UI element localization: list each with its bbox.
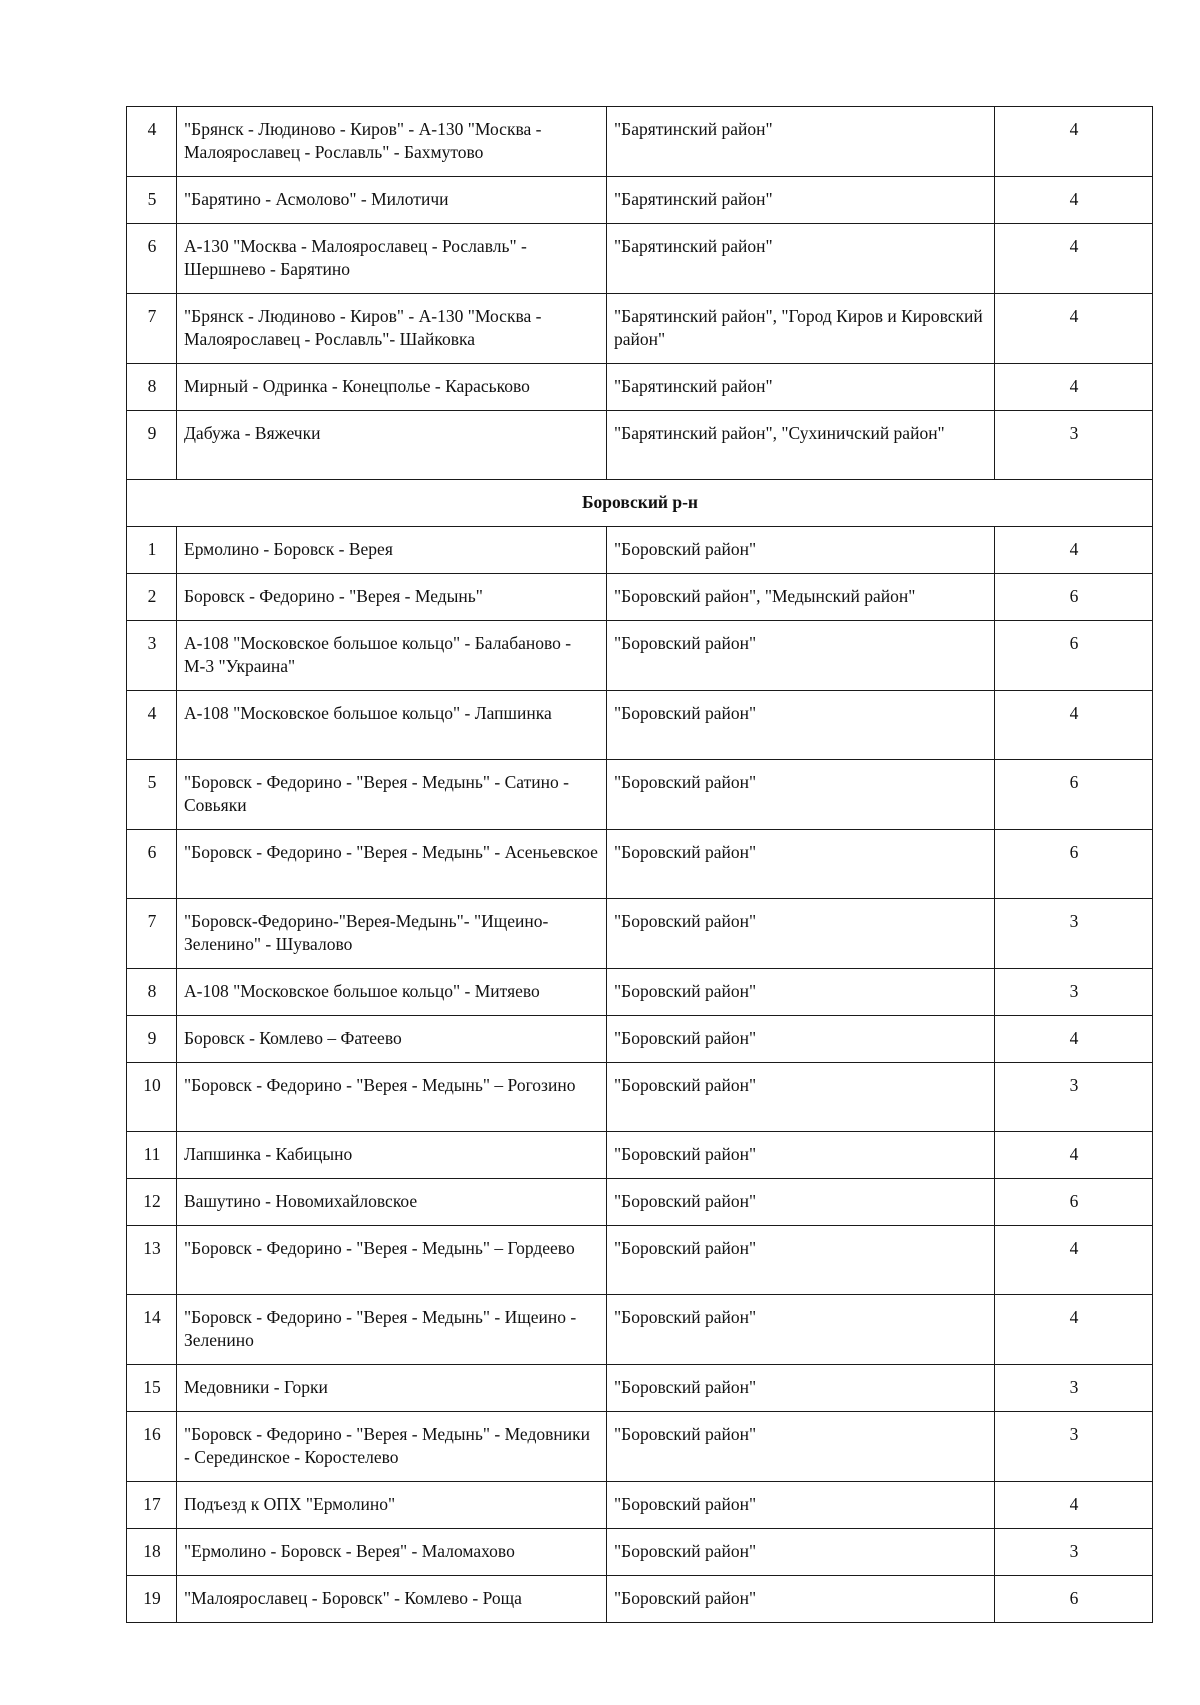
road-category: 4 <box>995 294 1153 364</box>
district-name: "Боровский район" <box>607 1295 995 1365</box>
road-category: 4 <box>995 527 1153 574</box>
table-row <box>127 1412 1153 1482</box>
district-name: "Боровский район" <box>607 621 995 691</box>
road-name: Вашутино - Новомихайловское <box>177 1179 607 1226</box>
district-name: "Боровский район" <box>607 1226 995 1295</box>
table-row <box>127 1063 1153 1132</box>
table-row <box>127 1576 1153 1623</box>
district-name: "Боровский район" <box>607 969 995 1016</box>
table-row <box>127 1132 1153 1179</box>
table-row <box>127 364 1153 411</box>
table-row <box>127 621 1153 691</box>
row-number: 6 <box>127 224 177 294</box>
row-number: 4 <box>127 107 177 177</box>
road-name: "Боровск - Федорино - "Верея - Медынь" - Медовники - Серединское - Коростелево <box>177 1412 607 1482</box>
district-name: "Барятинский район" <box>607 107 995 177</box>
road-category: 4 <box>995 1132 1153 1179</box>
road-category: 3 <box>995 1063 1153 1132</box>
road-name: А-130 "Москва - Малоярославец - Рославль" - Шершнево - Барятино <box>177 224 607 294</box>
road-category: 3 <box>995 1529 1153 1576</box>
road-category: 6 <box>995 1179 1153 1226</box>
district-name: "Боровский район" <box>607 1132 995 1179</box>
row-number: 5 <box>127 760 177 830</box>
table-row <box>127 760 1153 830</box>
road-name: Дабужа - Вяжечки <box>177 411 607 480</box>
district-name: "Барятинский район" <box>607 224 995 294</box>
road-name: "Барятино - Асмолово" - Милотичи <box>177 177 607 224</box>
road-category: 4 <box>995 691 1153 760</box>
row-number: 19 <box>127 1576 177 1623</box>
road-name: "Боровск - Федорино - "Верея - Медынь" - Сатино - Совьяки <box>177 760 607 830</box>
row-number: 11 <box>127 1132 177 1179</box>
district-name: "Боровский район" <box>607 1529 995 1576</box>
table-row <box>127 1482 1153 1529</box>
table-row <box>127 1226 1153 1295</box>
district-name: "Боровский район" <box>607 527 995 574</box>
road-category: 6 <box>995 830 1153 899</box>
table-row <box>127 1365 1153 1412</box>
road-category: 3 <box>995 899 1153 969</box>
row-number: 14 <box>127 1295 177 1365</box>
road-name: А-108 "Московское большое кольцо" - Митяево <box>177 969 607 1016</box>
district-name: "Боровский район" <box>607 760 995 830</box>
road-name: "Боровск - Федорино - "Верея - Медынь" - Асеньевское <box>177 830 607 899</box>
row-number: 4 <box>127 691 177 760</box>
table-row <box>127 969 1153 1016</box>
road-name: Мирный - Одринка - Конецполье - Караськово <box>177 364 607 411</box>
road-category: 6 <box>995 574 1153 621</box>
road-category: 6 <box>995 621 1153 691</box>
row-number: 6 <box>127 830 177 899</box>
road-name: "Брянск - Людиново - Киров" - А-130 "Москва - Малоярославец - Рославль" - Бахмутово <box>177 107 607 177</box>
roads-table <box>126 106 1153 1623</box>
road-category: 4 <box>995 1016 1153 1063</box>
row-number: 8 <box>127 364 177 411</box>
road-category: 4 <box>995 1226 1153 1295</box>
table-row <box>127 899 1153 969</box>
row-number: 8 <box>127 969 177 1016</box>
district-name: "Боровский район", "Медынский район" <box>607 574 995 621</box>
road-category: 6 <box>995 760 1153 830</box>
road-name: "Боровск - Федорино - "Верея - Медынь" – Рогозино <box>177 1063 607 1132</box>
road-category: 4 <box>995 224 1153 294</box>
district-name: "Боровский район" <box>607 899 995 969</box>
road-category: 6 <box>995 1576 1153 1623</box>
district-name: "Боровский район" <box>607 1482 995 1529</box>
road-name: Боровск - Федорино - "Верея - Медынь" <box>177 574 607 621</box>
district-name: "Барятинский район" <box>607 177 995 224</box>
row-number: 12 <box>127 1179 177 1226</box>
table-row <box>127 1016 1153 1063</box>
road-name: Боровск - Комлево – Фатеево <box>177 1016 607 1063</box>
road-name: Медовники - Горки <box>177 1365 607 1412</box>
road-name: Ермолино - Боровск - Верея <box>177 527 607 574</box>
table-row <box>127 1295 1153 1365</box>
borovsk-section <box>127 527 1153 1623</box>
road-name: А-108 "Московское большое кольцо" - Балабаново - М-3 "Украина" <box>177 621 607 691</box>
district-name: "Барятинский район", "Город Киров и Кировский район" <box>607 294 995 364</box>
district-name: "Боровский район" <box>607 1365 995 1412</box>
row-number: 2 <box>127 574 177 621</box>
section-header <box>127 480 1153 527</box>
road-name: "Брянск - Людиново - Киров" - А-130 "Москва - Малоярославец - Рославль"- Шайковка <box>177 294 607 364</box>
table-row <box>127 830 1153 899</box>
row-number: 7 <box>127 294 177 364</box>
table-row <box>127 1179 1153 1226</box>
section-heading-row <box>127 480 1153 527</box>
district-name: "Боровский район" <box>607 1576 995 1623</box>
road-name: "Ермолино - Боровск - Верея" - Маломахово <box>177 1529 607 1576</box>
table-row <box>127 527 1153 574</box>
district-name: "Боровский район" <box>607 691 995 760</box>
row-number: 5 <box>127 177 177 224</box>
road-category: 4 <box>995 1295 1153 1365</box>
row-number: 15 <box>127 1365 177 1412</box>
road-name: Подъезд к ОПХ "Ермолино" <box>177 1482 607 1529</box>
road-name: "Малоярославец - Боровск" - Комлево - Роща <box>177 1576 607 1623</box>
district-name: "Боровский район" <box>607 830 995 899</box>
barytino-section <box>127 107 1153 480</box>
district-name: "Боровский район" <box>607 1063 995 1132</box>
row-number: 17 <box>127 1482 177 1529</box>
row-number: 13 <box>127 1226 177 1295</box>
row-number: 9 <box>127 411 177 480</box>
road-category: 4 <box>995 364 1153 411</box>
district-name: "Барятинский район", "Сухиничский район" <box>607 411 995 480</box>
road-name: А-108 "Московское большое кольцо" - Лапшинка <box>177 691 607 760</box>
table-row <box>127 411 1153 480</box>
row-number: 1 <box>127 527 177 574</box>
section-title: Боровский р-н <box>127 480 1153 527</box>
road-category: 4 <box>995 1482 1153 1529</box>
table-row <box>127 574 1153 621</box>
row-number: 3 <box>127 621 177 691</box>
road-category: 3 <box>995 969 1153 1016</box>
table-row <box>127 177 1153 224</box>
road-category: 4 <box>995 177 1153 224</box>
row-number: 9 <box>127 1016 177 1063</box>
table-row <box>127 294 1153 364</box>
district-name: "Боровский район" <box>607 1412 995 1482</box>
row-number: 18 <box>127 1529 177 1576</box>
district-name: "Боровский район" <box>607 1179 995 1226</box>
row-number: 10 <box>127 1063 177 1132</box>
road-category: 4 <box>995 107 1153 177</box>
road-category: 3 <box>995 411 1153 480</box>
road-name: Лапшинка - Кабицыно <box>177 1132 607 1179</box>
table-row <box>127 1529 1153 1576</box>
road-name: "Боровск - Федорино - "Верея - Медынь" - Ищеино - Зеленино <box>177 1295 607 1365</box>
table-row <box>127 691 1153 760</box>
table-row <box>127 107 1153 177</box>
district-name: "Барятинский район" <box>607 364 995 411</box>
road-name: "Боровск - Федорино - "Верея - Медынь" – Гордеево <box>177 1226 607 1295</box>
road-category: 3 <box>995 1365 1153 1412</box>
table-row <box>127 224 1153 294</box>
row-number: 7 <box>127 899 177 969</box>
row-number: 16 <box>127 1412 177 1482</box>
district-name: "Боровский район" <box>607 1016 995 1063</box>
road-category: 3 <box>995 1412 1153 1482</box>
road-name: "Боровск-Федорино-"Верея-Медынь"- "Ищеино-Зеленино" - Шувалово <box>177 899 607 969</box>
